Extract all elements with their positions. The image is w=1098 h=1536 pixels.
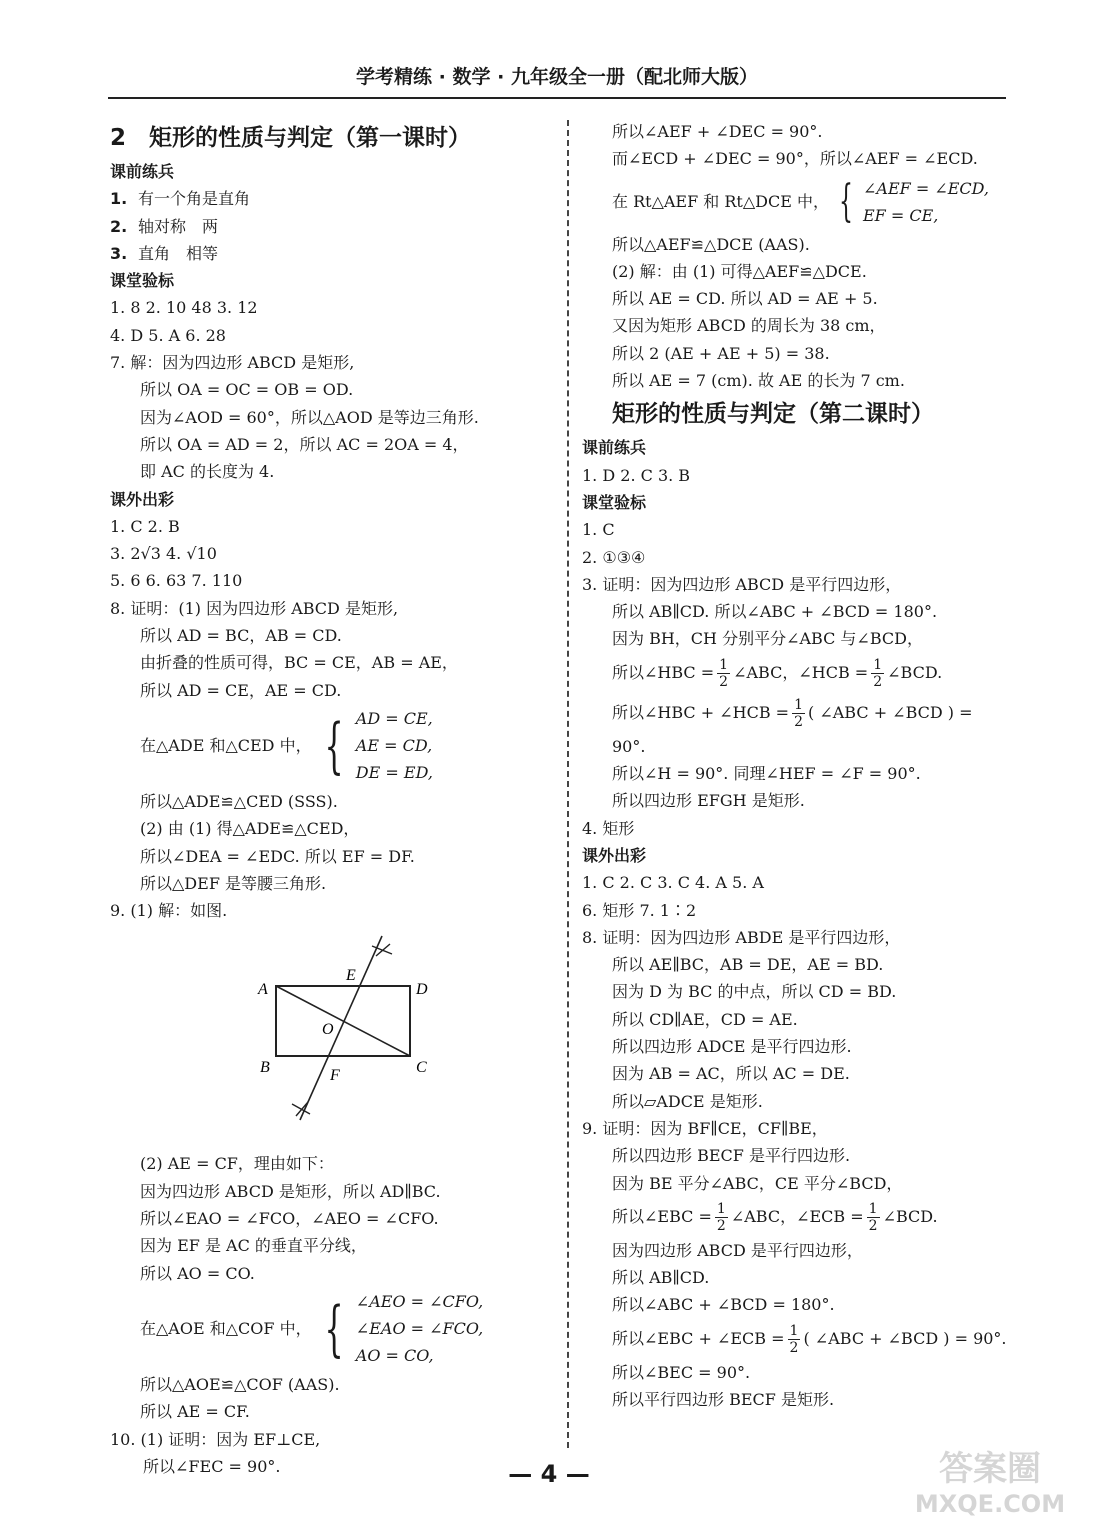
fraction: $\frac{1}{2}$ [873, 656, 883, 690]
fraction: $\frac{1}{2}$ [794, 696, 804, 730]
answer-line: 所以▱ADCE 是矩形. [612, 1091, 763, 1111]
svg-text:MXQE.COM: MXQE.COM [914, 1490, 1066, 1518]
answer-line: 8. 证明：(1) 因为四边形 ABCD 是矩形, [110, 598, 399, 618]
section-heading: 课前练兵 [582, 438, 647, 458]
answer-line: 所以四边形 ADCE 是平行四边形. [612, 1037, 852, 1057]
answer-line: 6. 矩形 7. 1∶2 [582, 900, 697, 920]
answer-line: 因为 BE 平分∠ABC，CE 平分∠BCD， [612, 1173, 903, 1193]
answer-line: 1. 有一个角是直角 [110, 189, 251, 209]
label-f: F [330, 1067, 340, 1085]
brace-system: 在 Rt△AEF 和 Rt△DCE 中， { ∠AEF = ∠ECD, EF = CE, [612, 175, 989, 227]
geometry-figure [110, 924, 550, 1150]
answer-line: 8. 证明：因为四边形 ABDE 是平行四边形， [582, 927, 901, 947]
answer-line: 所以 AD = BC，AB = CD. [140, 626, 342, 646]
answer-line: 4. 矩形 [582, 818, 635, 838]
answer-line: 所以 AE = CD. 所以 AD = AE + 5. [612, 289, 878, 309]
answer-line: (2) 由 (1) 得△ADE≌△CED， [140, 819, 360, 839]
label-o: O [322, 1021, 334, 1039]
answer-line: 因为 D 为 BC 的中点，所以 CD = BD. [612, 982, 897, 1002]
fraction: $\frac{1}{2}$ [719, 656, 729, 690]
answer-line: 因为∠AOD = 60°，所以△AOD 是等边三角形. [140, 407, 479, 427]
answer-line: 2. ①③④ [582, 547, 646, 567]
answer-line: 1. C [582, 520, 615, 540]
section-heading: 课堂验标 [110, 271, 175, 291]
section-heading: 课堂验标 [582, 492, 647, 512]
answer-line: 所以四边形 EFGH 是矩形. [612, 791, 805, 811]
answer-line: 3. 证明：因为四边形 ABCD 是平行四边形， [582, 574, 902, 594]
answer-line: (2) 解：由 (1) 可得△AEF≌△DCE. [612, 261, 867, 281]
label-b: B [260, 1059, 270, 1077]
answer-line: 所以 OA = AD = 2，所以 AC = 2OA = 4， [140, 434, 469, 454]
section-heading: 课外出彩 [582, 845, 647, 865]
answer-line: 9. 证明：因为 BF∥CE，CF∥BE， [582, 1118, 828, 1138]
answer-line: (2) AE = CF，理由如下： [140, 1154, 334, 1174]
answer-line: 1. C 2. B [110, 516, 180, 536]
right-column [582, 118, 1022, 1413]
answer-line: 所以∠DEA = ∠EDC. 所以 EF = DF. [140, 846, 415, 866]
answer-line: 所以∠H = 90°. 同理∠HEF = ∠F = 90°. [612, 764, 921, 784]
diagonal-ac [276, 986, 410, 1056]
fraction: $\frac{1}{2}$ [716, 1200, 726, 1234]
fraction-line: 所以∠EBC + ∠ECB = $\frac{1}{2}$ ( ∠ABC + ∠BCD ) = 90°. [612, 1322, 1007, 1356]
fraction: $\frac{1}{2}$ [789, 1322, 799, 1356]
answer-line: 所以平行四边形 BECF 是矩形. [612, 1389, 835, 1409]
brace-system: 在△ADE 和△CED 中， { AD = CE, AE = CD, DE = ED, [140, 709, 433, 783]
answer-line: 因为 EF 是 AC 的垂直平分线， [140, 1236, 367, 1256]
answer-line: 所以 AD = CE，AE = CD. [140, 680, 342, 700]
answer-line: 因为 BH，CH 分别平分∠ABC 与∠BCD， [612, 629, 923, 649]
answer-line: 2. 轴对称 两 [110, 216, 219, 236]
answer-line: 所以 AB∥CD. 所以∠ABC + ∠BCD = 180°. [612, 602, 938, 622]
label-d: D [416, 981, 428, 999]
answer-line: 1. C 2. C 3. C 4. A 5. A [582, 873, 764, 893]
header-rule [108, 97, 1006, 99]
answer-line: 3. 2√3 4. √10 [110, 544, 217, 564]
answer-line: 所以△AEF≌△DCE (AAS). [612, 234, 810, 254]
answer-line: 因为四边形 ABCD 是平行四边形， [612, 1240, 863, 1260]
answer-line: 90°. [612, 736, 646, 756]
fraction-line: 所以∠HBC = $\frac{1}{2}$ ∠ABC，∠HCB = $\frac{1}{2}$ ∠BCD. [612, 656, 943, 690]
page-header: 学考精练 · 数学 · 九年级全一册（配北师大版） [356, 66, 758, 88]
section-heading: 课前练兵 [110, 162, 175, 181]
answer-line: 而∠ECD + ∠DEC = 90°，所以∠AEF = ∠ECD. [612, 149, 978, 169]
section-heading: 课外出彩 [110, 489, 175, 509]
lesson-title-2: 矩形的性质与判定（第二课时） [612, 401, 934, 428]
answer-line: 所以△ADE≌△CED (SSS). [140, 791, 338, 811]
lesson-title-1: 2 矩形的性质与判定（第一课时） [110, 125, 472, 151]
answer-line: 1. D 2. C 3. B [582, 465, 691, 485]
answer-line: 由折叠的性质可得，BC = CE，AB = AE， [140, 653, 458, 673]
left-column [110, 118, 550, 1480]
answer-line: 1. 8 2. 10 48 3. 12 [110, 298, 258, 318]
svg-text:答案圈: 答案圈 [939, 1449, 1041, 1489]
perpendicular-bisector [300, 936, 382, 1120]
answer-line: 因为四边形 ABCD 是矩形，所以 AD∥BC. [140, 1181, 441, 1201]
answer-line: 因为 AB = AC，所以 AC = DE. [612, 1064, 850, 1084]
answer-line: 所以∠ABC + ∠BCD = 180°. [612, 1295, 835, 1315]
answer-line: 所以 CD∥AE，CD = AE. [612, 1009, 798, 1029]
answer-line: 所以∠FEC = 90°. [143, 1456, 281, 1476]
answer-line: 7. 解：因为四边形 ABCD 是矩形, [110, 353, 355, 373]
answer-line: 所以 AE = 7 (cm). 故 AE 的长为 7 cm. [612, 371, 905, 391]
answer-line: 5. 6 6. 63 7. 110 [110, 571, 243, 591]
brace-system: 在△AOE 和△COF 中， { ∠AEO = ∠CFO, ∠EAO = ∠FCO, AO = CO, [140, 1292, 484, 1366]
answer-line: 所以△AOE≌△COF (AAS). [140, 1374, 340, 1394]
answer-line: 所以△DEF 是等腰三角形. [140, 873, 327, 893]
answer-line: 即 AC 的长度为 4. [140, 462, 275, 482]
label-c: C [416, 1059, 427, 1077]
rectangle-diagram [110, 924, 550, 1150]
answer-line: 所以四边形 BECF 是平行四边形. [612, 1146, 851, 1166]
answer-line: 又因为矩形 ABCD 的周长为 38 cm， [612, 316, 886, 336]
answer-line: 10. (1) 证明：因为 EF⊥CE, [110, 1429, 321, 1449]
answer-line: 4. D 5. A 6. 28 [110, 325, 226, 345]
fraction-line: 所以∠HBC + ∠HCB = $\frac{1}{2}$ ( ∠ABC + ∠BCD ) = [612, 696, 973, 730]
answer-line: 所以 2 (AE + AE + 5) = 38. [612, 343, 830, 363]
answer-line: 所以∠AEF + ∠DEC = 90°. [612, 122, 823, 141]
watermark-logo [900, 1440, 1080, 1520]
answer-line: 所以∠BEC = 90°. [612, 1362, 751, 1382]
page-number: — 4 — [508, 1460, 590, 1488]
answer-line: 所以 AE∥BC，AB = DE，AE = BD. [612, 955, 884, 975]
answer-line: 所以 OA = OC = OB = OD. [140, 380, 354, 400]
label-a: A [258, 981, 268, 999]
answer-line: 所以 AB∥CD. [612, 1268, 710, 1288]
answer-line: 所以 AO = CO. [140, 1263, 255, 1283]
answer-line: 所以∠EAO = ∠FCO，∠AEO = ∠CFO. [140, 1209, 439, 1229]
fraction-line: 所以∠EBC = $\frac{1}{2}$ ∠ABC，∠ECB = $\frac{1}{2}$ ∠BCD. [612, 1200, 938, 1234]
fraction: $\frac{1}{2}$ [868, 1200, 878, 1234]
answer-line: 所以 AE = CF. [140, 1402, 250, 1422]
answer-line: 9. (1) 解：如图. [110, 901, 228, 921]
column-divider [567, 120, 569, 1448]
answer-line: 3. 直角 相等 [110, 243, 219, 263]
label-e: E [346, 967, 356, 985]
